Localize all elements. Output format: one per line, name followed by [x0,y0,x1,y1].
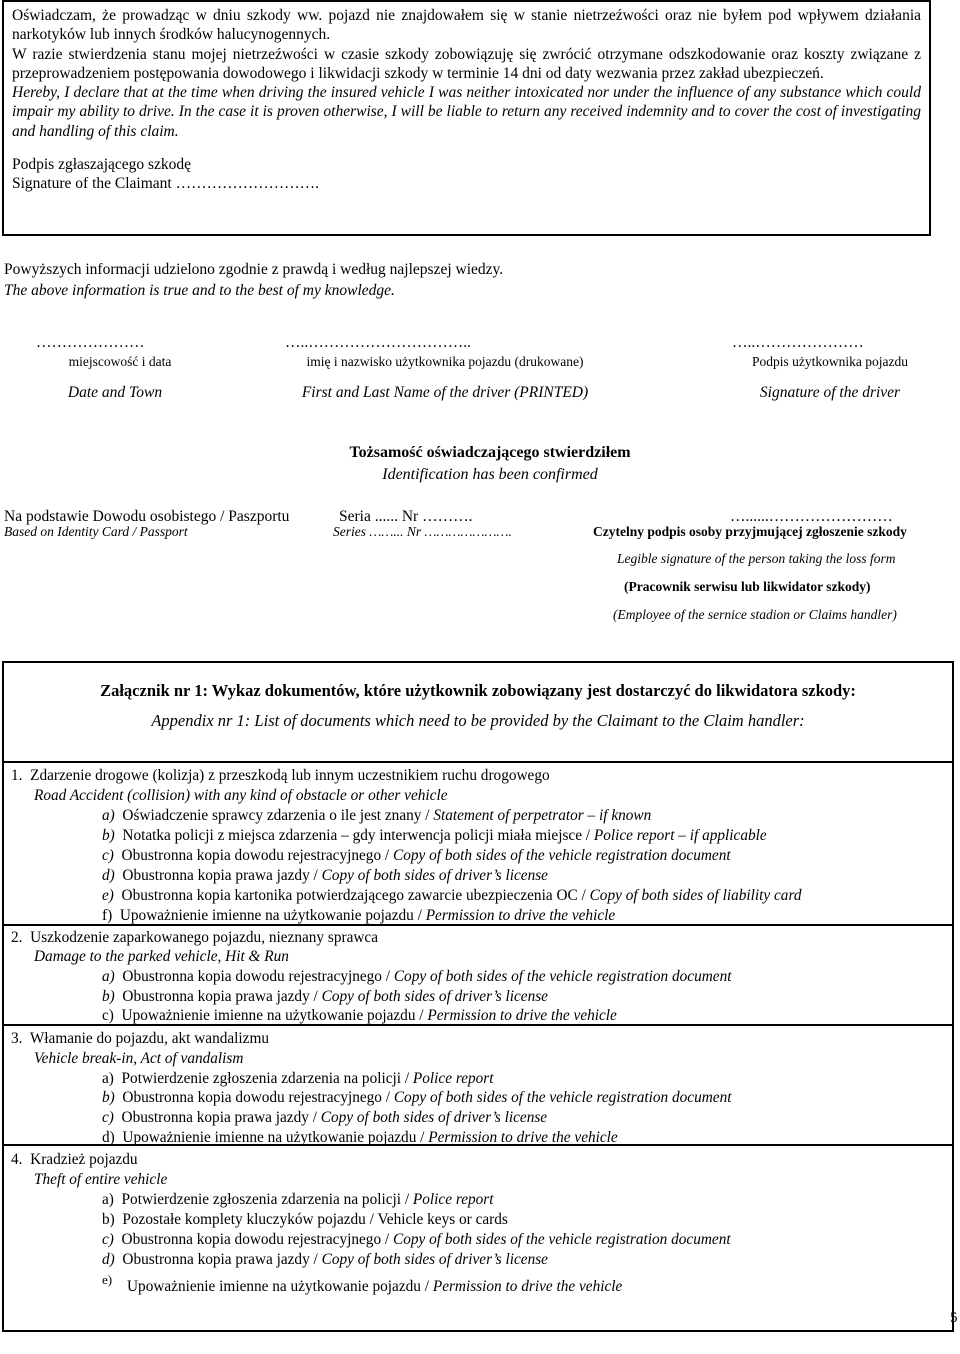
section-3-item-d: d) Upoważnienie imienne na użytkowanie pojazdu / Permission to drive the vehicle [102,1129,618,1146]
identity-basis-pl: Na podstawie Dowodu osobistego / Paszportu [4,508,290,525]
section-1-heading: 1. Zdarzenie drogowe (kolizja) z przeszkodą lub innym uczestnikiem ruchu drogowego [11,767,550,784]
documents-list-box [2,761,954,1332]
section-3-item-c: c) Obustronna kopia prawa jazdy / Copy of both sides of driver’s license [102,1109,548,1126]
truth-statement-en: The above information is true and to the best of my knowledge. [4,282,395,299]
driver-name-label-pl: imię i nazwisko użytkownika pojazdu (drukowane) [306,354,584,369]
section-1-item-f: f) Upoważnienie imienne na użytkowanie pojazdu / Permission to drive the vehicle [102,907,616,924]
place-date-dots: ………………… [36,334,145,351]
page-number: 5 [950,1310,958,1326]
appendix-title-box [2,661,954,761]
section-1-item-b: b) Notatka policji z miejsca zdarzenia – gdy interwencja policji miała miejsce / Police report – if applicable [102,827,767,844]
section-4-item-e-letter: e) [102,1272,113,1287]
section-2-item-a: a) Obustronna kopia dowodu rejestracyjnego / Copy of both sides of the vehicle registration document [102,968,732,985]
section-3-heading-en: Vehicle break-in, Act of vandalism [34,1050,244,1067]
section-2-heading: 2. Uszkodzenie zaparkowanego pojazdu, nieznany sprawca [11,929,378,946]
section-4-item-e: Upoważnienie imienne na użytkowanie pojazdu / Permission to drive the vehicle [127,1278,623,1295]
section-1-item-d: d) Obustronna kopia prawa jazdy / Copy of both sides of driver’s license [102,867,548,884]
claimant-signature-pl: Podpis zgłaszającego szkodę [12,156,192,174]
driver-signature-label-pl: Podpis użytkownika pojazdu [752,354,908,369]
identity-series-en: Series ……... Nr …………………. [333,524,512,539]
signature-dots: …..………………… [732,334,864,351]
section-4-item-b: b) Pozostałe komplety kluczyków pojazdu / Vehicle keys or cards [102,1211,508,1228]
section-3-item-a: a) Potwierdzenie zgłoszenia zdarzenia na policji / Police report [102,1070,494,1087]
section-1-heading-en: Road Accident (collision) with any kind of obstacle or other vehicle [34,787,448,804]
identity-title-en: Identification has been confirmed [382,466,598,483]
section-4-heading: 4. Kradzież pojazdu [11,1151,138,1168]
section-3-heading: 3. Włamanie do pojazdu, akt wandalizmu [11,1030,270,1047]
section-1-item-a: a) Oświadczenie sprawcy zdarzenia o ile jest znany / Statement of perpetrator – if known [102,807,652,824]
appendix-title-pl: Załącznik nr 1: Wykaz dokumentów, które użytkownik zobowiązany jest dostarczyć do likwidatora szkody: [100,681,856,700]
declaration-en: Hereby, I declare that at the time when driving the insured vehicle I was neither intoxicated nor under the influence of any substance which could impair my ability to drive. In the case it is proven otherwise, I will be liable to return any received indemnity and to cover the cost of investigating and handling of this claim. [12,84,921,140]
employee-label-en: (Employee of the sernice stadion or Claims handler) [613,607,897,622]
driver-name-label-en: First and Last Name of the driver (PRINTED) [301,384,589,401]
section-4-item-d: d) Obustronna kopia prawa jazdy / Copy of both sides of driver’s license [102,1251,548,1268]
driver-signature-label-en: Signature of the driver [759,384,901,401]
section-4-item-a: a) Potwierdzenie zgłoszenia zdarzenia na policji / Police report [102,1191,494,1208]
declaration-pl-1: Oświadczam, że prowadząc w dniu szkody ww. pojazd nie znajdowałem się w stanie nietrzeźwości oraz nie byłem pod wpływem działania narkotyków lub innych środków halucynogennych. [12,7,921,44]
declaration-box [2,0,931,236]
section-1-item-e: e) Obustronna kopia kartonika potwierdzającego zawarcie ubezpieczenia OC / Copy of both sides of liability card [102,887,802,904]
section-2-item-b: b) Obustronna kopia prawa jazdy / Copy of both sides of driver’s license [102,988,548,1005]
employee-label-pl: (Pracownik serwisu lub likwidator szkody) [624,579,871,594]
place-date-label-pl: miejscowość i data [68,354,172,369]
identity-signature-dots: …......…………………… [730,508,893,525]
legible-signature-en: Legible signature of the person taking the loss form [617,551,896,566]
section-2-heading-en: Damage to the parked vehicle, Hit & Run [34,948,289,965]
section-4-item-c: c) Obustronna kopia dowodu rejestracyjnego / Copy of both sides of the vehicle registration document [102,1231,731,1248]
section-1-item-c: c) Obustronna kopia dowodu rejestracyjnego / Copy of both sides of the vehicle registration document [102,847,731,864]
place-date-label-en: Date and Town [67,384,163,401]
section-2-item-c: c) Upoważnienie imienne na użytkowanie pojazdu / Permission to drive the vehicle [102,1007,617,1024]
claimant-signature-en: Signature of the Claimant ………………………. [12,175,319,193]
legible-signature-pl: Czytelny podpis osoby przyjmującej zgłoszenie szkody [593,524,907,539]
appendix-title-en: Appendix nr 1: List of documents which need to be provided by the Claimant to the Claim handler: [151,711,805,730]
identity-basis-en: Based on Identity Card / Passport [4,524,188,539]
identity-series-pl: Seria ...... Nr ………. [339,508,473,525]
section-3-item-b: b) Obustronna kopia dowodu rejestracyjnego / Copy of both sides of the vehicle registration document [102,1089,732,1106]
name-dots: …..………………………….. [285,334,471,351]
section-4-heading-en: Theft of entire vehicle [34,1171,168,1188]
truth-statement-pl: Powyższych informacji udzielono zgodnie z prawdą i według najlepszej wiedzy. [4,261,504,278]
identity-title-pl: Tożsamość oświadczającego stwierdziłem [349,444,631,461]
declaration-pl-2: W razie stwierdzenia stanu mojej nietrzeźwości w czasie szkody zobowiązuję się zwrócić otrzymane odszkodowanie oraz koszty związane z przeprowadzeniem postępowania dowodowego i likwidacji szkody w terminie 14 dni od daty wezwania przez zakład ubezpieczeń. [12,45,921,82]
